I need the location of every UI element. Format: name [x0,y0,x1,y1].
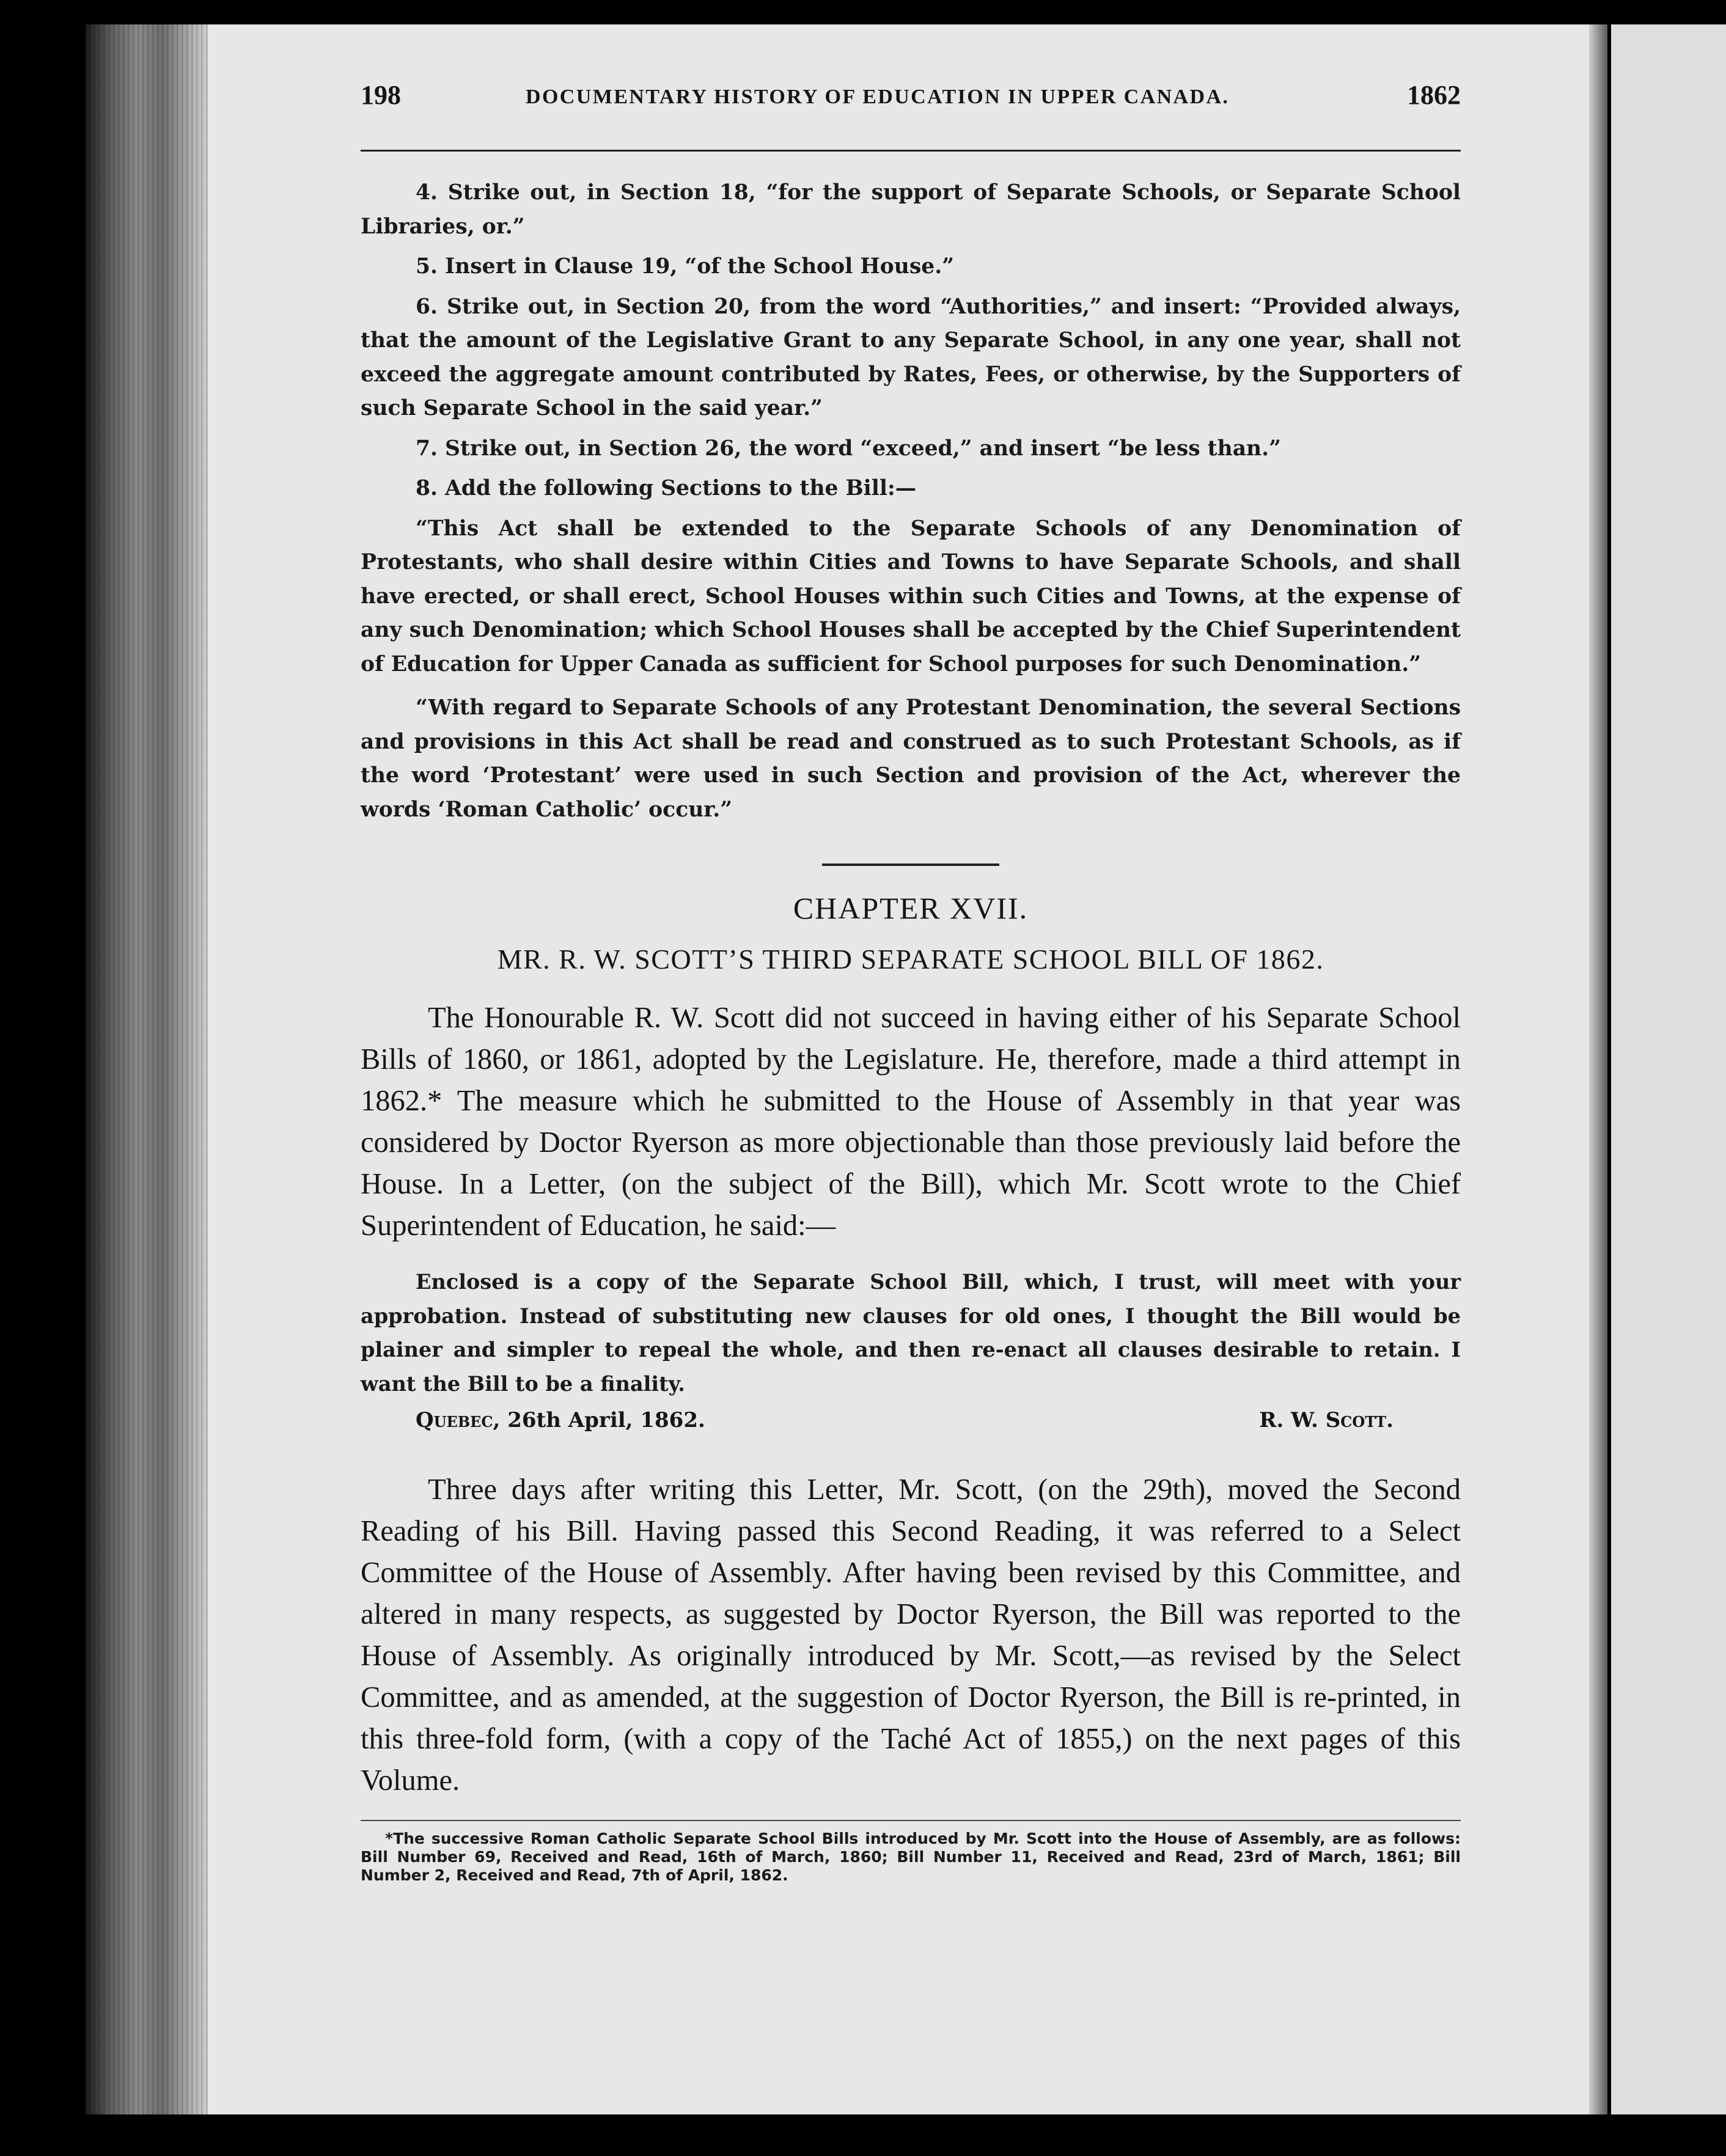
running-header [361,79,1461,122]
footnote-rule [361,1820,1461,1821]
letter-date: , 26th April, 1862. [493,1408,705,1432]
letter-dateline [416,1408,705,1432]
letter-signature-line [361,1408,1461,1445]
letter-signature: R. W. Scott. [1259,1408,1394,1432]
quoted-section-2: “With regard to Separate Schools of any Protestant Denomination, the several Sections and provisions in this Act shall be read and construed as to such Protestant Schools, as if the word ‘Protestant’ were used in such Section and provision of the Act, wherever the words ‘Roman Catholic’ occur.” [361,695,1461,822]
amendment-8: 8. Add the following Sections to the Bill:— [416,476,917,501]
chapter-number: CHAPTER XVII. [793,891,1029,925]
chapter-title: MR. R. W. SCOTT’S THIRD SEPARATE SCHOOL BILL OF 1862. [497,944,1324,975]
header-rule [361,150,1461,152]
page-content [361,79,1461,1885]
header-year: 1862 [1407,80,1461,110]
chapter-rule [822,864,999,866]
gutter-shadow [1589,24,1607,2114]
amendment-4: 4. Strike out, in Section 18, “for the support of Separate Schools, or Separate School Libraries, or.” [361,180,1461,239]
running-title: DOCUMENTARY HISTORY OF EDUCATION IN UPPER CANADA. [526,86,1230,108]
page-number: 198 [361,80,401,110]
footnote: *The successive Roman Catholic Separate School Bills introduced by Mr. Scott into the House of Assembly, are as follows: Bill Number 69, Received and Read, 16th of March, 1860; Bill Number 11, Received and Read, 23rd of March, 1861; Bill Number 2, Received and Read, 7th of April, 1862. [361,1830,1461,1884]
quoted-section-1: “This Act shall be extended to the Separate Schools of any Denomination of Protestants, who shall desire within Cities and Towns to have Separate Schools, and shall have erected, or shall erect, School Houses within such Cities and Towns, at the expense of any such Denomination; which School Houses shall be accepted by the Chief Superintendent of Education for Upper Canada as sufficient for School purposes for such Denomination.” [361,516,1461,676]
amendment-7: 7. Strike out, in Section 26, the word “exceed,” and insert “be less than.” [416,436,1281,461]
facing-page-edge [1611,24,1726,2114]
letter-place: Quebec [416,1408,493,1432]
body-paragraph-1: The Honourable R. W. Scott did not succeed in having either of his Separate School Bills of 1860, or 1861, adopted by the Legislature. He, therefore, made a third attempt in 1862.* The measure which he submitted to the House of Assembly in that year was considered by Doctor Ryerson as more objectionable than those previously laid before the House. In a Letter, (on the subject of the Bill), which Mr. Scott wrote to the Chief Superintendent of Education, he said:— [361,1002,1461,1242]
body-paragraph-2: Three days after writing this Letter, Mr. Scott, (on the 29th), moved the Second Reading of his Bill. Having passed this Second Reading, it was referred to a Select Committee of the House of Assembly. After having been revised by this Committee, and altered in many respects, as suggested by Doctor Ryerson, the Bill was reported to the House of Assembly. As originally introduced by Mr. Scott,—as revised by the Select Committee, and as amended, at the suggestion of Doctor Ryerson, the Bill is re-printed, in this three-fold form, (with a copy of the Taché Act of 1855,) on the next pages of this Volume. [361,1473,1461,1797]
amendment-5: 5. Insert in Clause 19, “of the School House.” [416,254,955,279]
letter-text: Enclosed is a copy of the Separate School Bill, which, I trust, will meet with your approbation. Instead of substituting new clauses for old ones, I thought the Bill would be plainer and simpler to repeal the whole, and then re-enact all clauses desirable to retain. I want the Bill to be a finality. [361,1270,1461,1396]
book-page-edge-lines [86,24,214,2114]
amendment-6: 6. Strike out, in Section 20, from the word “Authorities,” and insert: “Provided always, that the amount of the Legislative Grant to any Separate School, in any one year, shall not exceed the aggregate amount contributed by Rates, Fees, or otherwise, by the Supporters of such Separate School in the said year.” [361,294,1461,420]
